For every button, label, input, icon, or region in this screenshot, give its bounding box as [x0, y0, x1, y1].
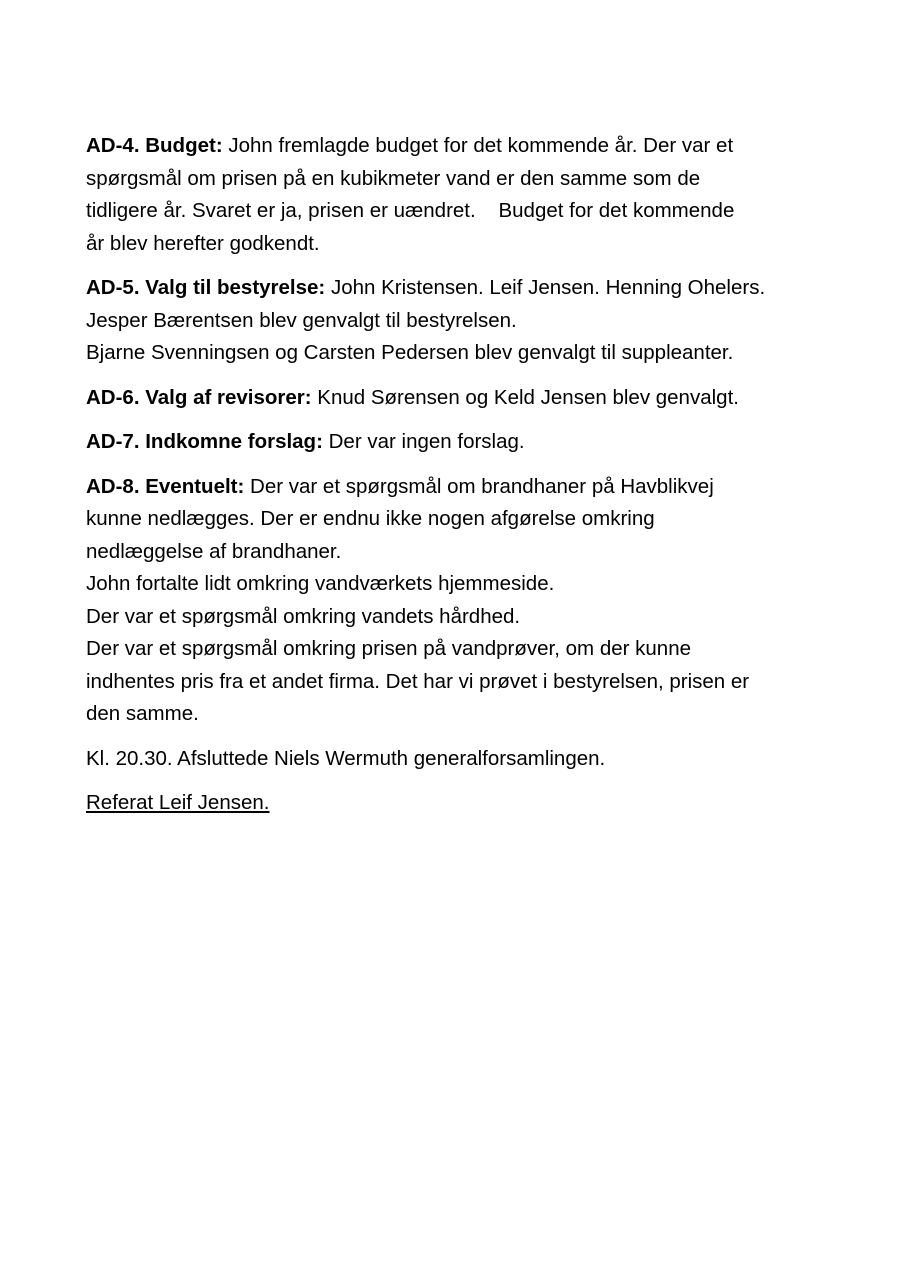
section-heading: AD-6. Valg af revisorer:: [86, 385, 312, 409]
paragraph-line: Der var et spørgsmål omkring vandets hårdhed.: [86, 604, 521, 628]
closing-statement: [86, 743, 826, 776]
paragraph-line: den samme.: [86, 702, 199, 725]
paragraph-line: [86, 272, 826, 305]
paragraph-line: spørgsmål om prisen på en kubikmeter vand er den samme som de: [86, 166, 701, 190]
paragraph-line: [86, 382, 826, 415]
section-ad8-misc: [86, 471, 826, 731]
minutes-signature: [86, 787, 826, 820]
paragraph-line: nedlæggelse af brandhaner.: [86, 539, 342, 563]
section-ad6-auditors: [86, 382, 826, 415]
section-heading: AD-7. Indkomne forslag:: [86, 430, 323, 453]
section-text: John Kristensen. Leif Jensen. Henning Ohelers.: [325, 276, 766, 299]
paragraph-line: Der var et spørgsmål omkring prisen på vandprøver, om der kunne: [86, 637, 692, 660]
section-text: John fremlagde budget for det kommende år. Der var et: [222, 134, 734, 157]
signature-text: Referat Leif Jensen.: [86, 791, 270, 814]
section-text: Der var ingen forslag.: [322, 430, 525, 453]
paragraph-line: tidligere år. Svaret er ja, prisen er uændret. Budget for det kommende: [86, 199, 735, 222]
section-heading: AD-8. Eventuelt:: [86, 474, 245, 498]
section-ad4-budget: [86, 130, 826, 260]
paragraph-line: [86, 426, 826, 459]
document-page: [86, 130, 826, 832]
paragraph-line: John fortalte lidt omkring vandværkets hjemmeside.: [86, 572, 555, 595]
paragraph-line: kunne nedlægges. Der er endnu ikke nogen afgørelse omkring: [86, 507, 655, 530]
paragraph-line: Bjarne Svenningsen og Carsten Pedersen blev genvalgt til suppleanter.: [86, 341, 734, 364]
paragraph-line: år blev herefter godkendt.: [86, 231, 320, 255]
section-ad7-proposals: [86, 426, 826, 459]
section-heading: AD-5. Valg til bestyrelse:: [86, 276, 326, 299]
paragraph-line: indhentes pris fra et andet firma. Det har vi prøvet i bestyrelsen, prisen er: [86, 669, 750, 693]
section-text: Knud Sørensen og Keld Jensen blev genvalgt.: [311, 385, 739, 409]
section-ad5-election: [86, 272, 826, 370]
paragraph-line: [86, 471, 826, 504]
paragraph-line: Jesper Bærentsen blev genvalgt til bestyrelsen.: [86, 308, 517, 332]
paragraph-line: [86, 130, 826, 163]
paragraph-line: Kl. 20.30. Afsluttede Niels Wermuth generalforsamlingen.: [86, 746, 606, 770]
section-heading: AD-4. Budget:: [86, 134, 223, 157]
section-text: Der var et spørgsmål om brandhaner på Havblikvej: [244, 474, 714, 498]
